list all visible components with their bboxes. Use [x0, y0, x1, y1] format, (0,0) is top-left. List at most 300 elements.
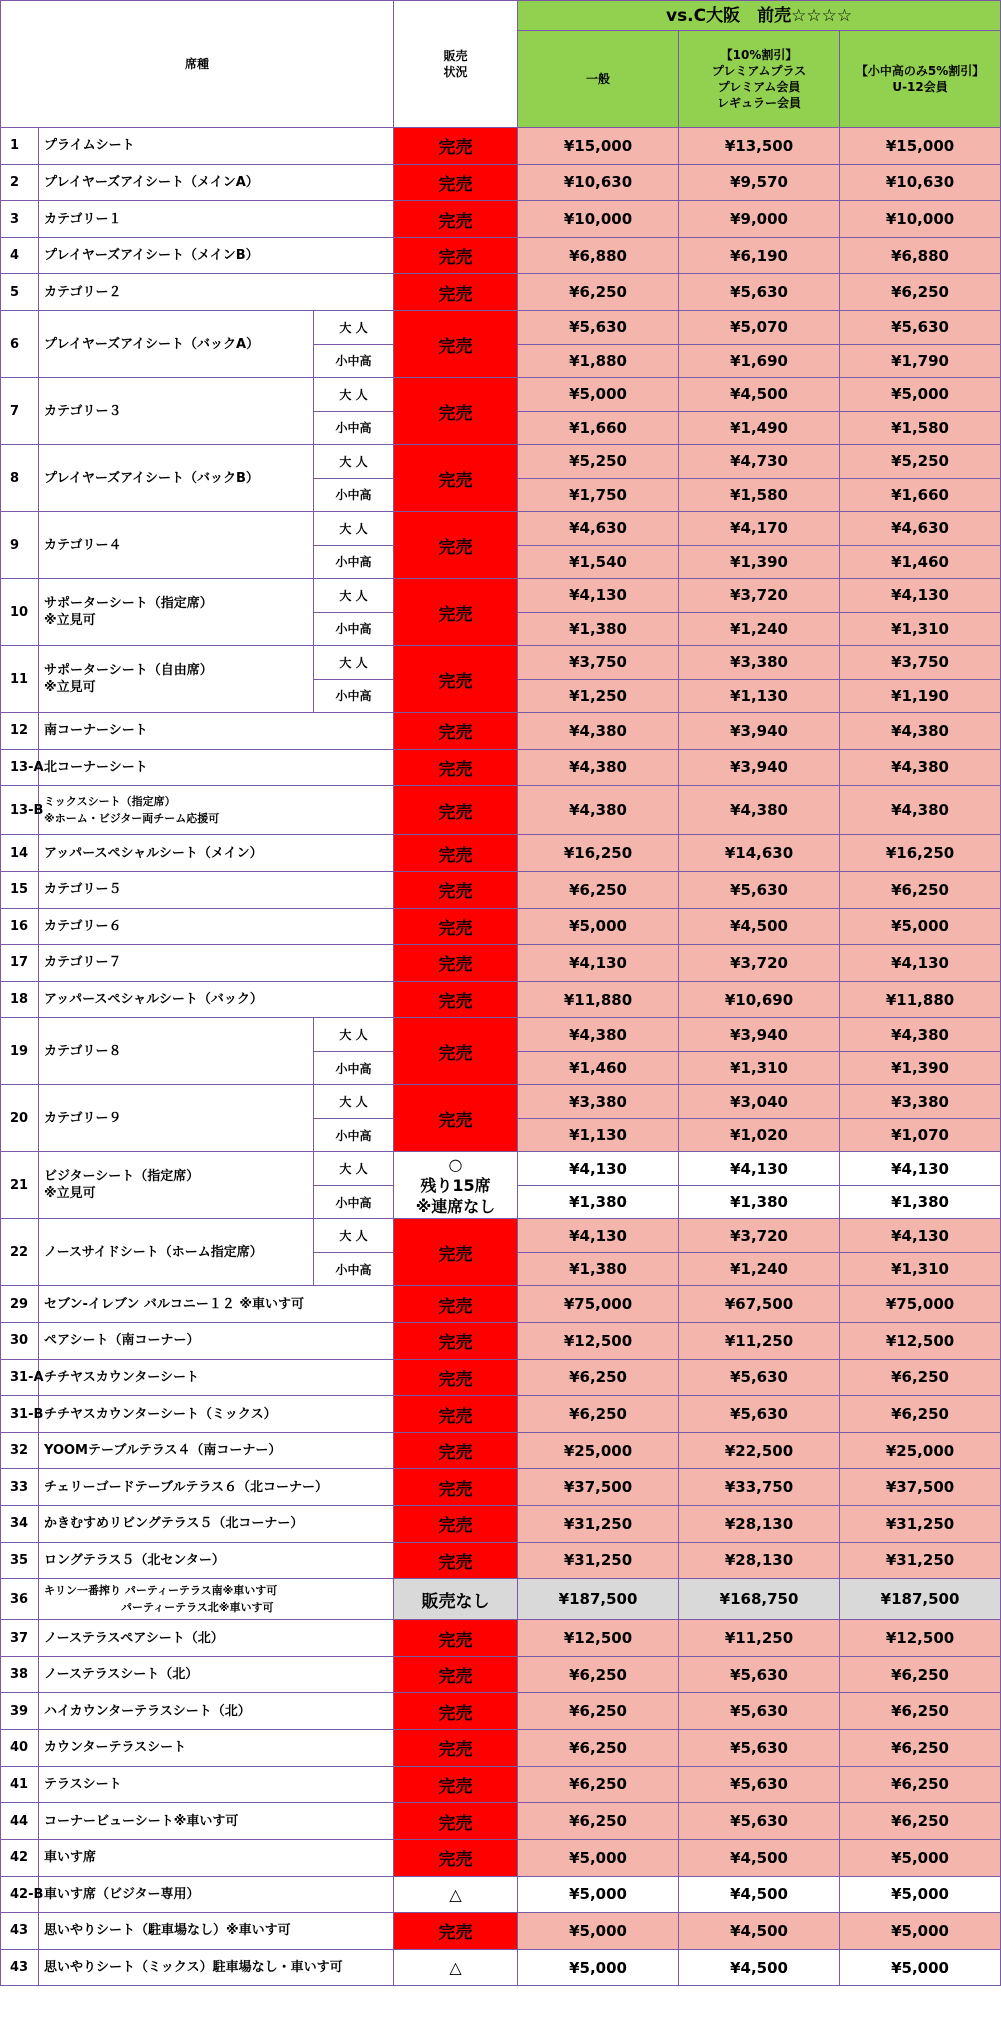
sales-status: 完売	[394, 1085, 518, 1152]
seat-number: 13-A	[1, 749, 39, 786]
seat-name: ハイカウンターテラスシート（北）	[39, 1693, 394, 1730]
price-cell: ¥11,880	[518, 981, 679, 1018]
sales-status: 完売	[394, 1469, 518, 1506]
table-row	[1, 237, 1001, 274]
table-row	[1, 1085, 1001, 1119]
price-cell: ¥1,130	[679, 679, 840, 713]
price-cell: ¥4,500	[679, 1876, 840, 1913]
price-cell: ¥3,720	[679, 1219, 840, 1253]
seat-name: YOOMテーブルテラス４（南コーナー）	[39, 1432, 394, 1469]
price-cell: ¥1,250	[518, 679, 679, 713]
price-cell: ¥1,070	[840, 1118, 1001, 1152]
table-row	[1, 1766, 1001, 1803]
ticket-category-label: 大 人	[314, 512, 394, 546]
price-cell: ¥6,250	[518, 1766, 679, 1803]
price-cell: ¥5,630	[679, 274, 840, 311]
ticket-category-label: 大 人	[314, 579, 394, 613]
sales-status: 完売	[394, 981, 518, 1018]
table-row	[1, 646, 1001, 680]
seat-number: 9	[1, 512, 39, 579]
seat-name: アッパースペシャルシート（バック）	[39, 981, 394, 1018]
price-cell: ¥1,790	[840, 344, 1001, 378]
seat-number: 35	[1, 1542, 39, 1579]
ticket-category-label: 大 人	[314, 1018, 394, 1052]
table-row	[1, 1949, 1001, 1986]
seat-number: 29	[1, 1286, 39, 1323]
price-cell: ¥1,580	[840, 411, 1001, 445]
price-cell: ¥22,500	[679, 1432, 840, 1469]
table-row	[1, 1579, 1001, 1620]
seat-name: ミックスシート（指定席） ※ホーム・ビジター両チーム応援可	[39, 786, 394, 835]
seat-name: プレイヤーズアイシート（メインB）	[39, 237, 394, 274]
ticket-category-label: 大 人	[314, 445, 394, 479]
price-cell: ¥1,460	[840, 545, 1001, 579]
table-row	[1, 445, 1001, 479]
table-row	[1, 1839, 1001, 1876]
price-cell: ¥1,380	[518, 1185, 679, 1219]
price-cell: ¥6,250	[840, 871, 1001, 908]
price-cell: ¥5,070	[679, 311, 840, 345]
ticket-category-label: 小中高	[314, 411, 394, 445]
seat-number: 31-A	[1, 1359, 39, 1396]
table-row	[1, 1152, 1001, 1186]
price-cell: ¥4,380	[840, 786, 1001, 835]
price-cell: ¥15,000	[518, 128, 679, 165]
seat-number: 39	[1, 1693, 39, 1730]
price-cell: ¥4,380	[518, 1018, 679, 1052]
price-cell: ¥13,500	[679, 128, 840, 165]
table-row	[1, 981, 1001, 1018]
seat-number: 32	[1, 1432, 39, 1469]
seat-name: 車いす席	[39, 1839, 394, 1876]
price-cell: ¥6,250	[518, 871, 679, 908]
table-row	[1, 1359, 1001, 1396]
price-cell: ¥9,570	[679, 164, 840, 201]
sales-status: 完売	[394, 201, 518, 238]
table-row	[1, 945, 1001, 982]
seat-name: プレイヤーズアイシート（バックB）	[39, 445, 314, 512]
price-cell: ¥10,690	[679, 981, 840, 1018]
seat-number: 11	[1, 646, 39, 713]
sales-status: 完売	[394, 749, 518, 786]
ticket-category-label: 小中高	[314, 679, 394, 713]
price-cell: ¥1,660	[518, 411, 679, 445]
seat-name: テラスシート	[39, 1766, 394, 1803]
seat-type-header: 席種	[1, 1, 394, 128]
price-cell: ¥37,500	[840, 1469, 1001, 1506]
price-cell: ¥5,000	[840, 1839, 1001, 1876]
sales-status: 完売	[394, 646, 518, 713]
seat-name: コーナービューシート※車いす可	[39, 1803, 394, 1840]
seat-number: 8	[1, 445, 39, 512]
seat-number: 42	[1, 1839, 39, 1876]
table-row	[1, 1469, 1001, 1506]
status-header	[394, 1, 518, 128]
price-cell: ¥3,940	[679, 1018, 840, 1052]
table-row	[1, 871, 1001, 908]
price-cell: ¥6,250	[518, 1396, 679, 1433]
seat-name: チチヤスカウンターシート（ミックス）	[39, 1396, 394, 1433]
sales-status: 完売	[394, 786, 518, 835]
price-cell: ¥10,000	[518, 201, 679, 238]
price-cell: ¥4,500	[679, 1913, 840, 1950]
seat-number: 33	[1, 1469, 39, 1506]
price-cell: ¥1,750	[518, 478, 679, 512]
sales-status: 完売	[394, 1542, 518, 1579]
price-cell: ¥4,630	[518, 512, 679, 546]
sales-status: 完売	[394, 237, 518, 274]
price-cell: ¥4,130	[840, 1219, 1001, 1253]
price-cell: ¥1,380	[840, 1185, 1001, 1219]
price-cell: ¥6,250	[840, 1766, 1001, 1803]
price-cell: ¥6,250	[840, 1730, 1001, 1767]
price-cell: ¥12,500	[518, 1620, 679, 1657]
seat-name: プレイヤーズアイシート（バックA）	[39, 311, 314, 378]
price-cell: ¥6,250	[518, 274, 679, 311]
price-cell: ¥4,130	[518, 945, 679, 982]
price-cell: ¥5,000	[840, 1913, 1001, 1950]
price-cell: ¥5,630	[518, 311, 679, 345]
seat-number: 40	[1, 1730, 39, 1767]
col-premium-header: 【10%割引】 プレミアムプラス プレミアム会員 レギュラー会員	[679, 31, 840, 128]
price-cell: ¥5,000	[518, 1876, 679, 1913]
seat-number: 7	[1, 378, 39, 445]
sales-status: 完売	[394, 1359, 518, 1396]
seat-name: カテゴリー４	[39, 512, 314, 579]
sales-status: 完売	[394, 1839, 518, 1876]
price-cell: ¥6,250	[518, 1693, 679, 1730]
price-cell: ¥4,380	[518, 713, 679, 750]
price-cell: ¥6,250	[840, 1803, 1001, 1840]
price-cell: ¥6,250	[518, 1359, 679, 1396]
price-cell: ¥5,630	[679, 1730, 840, 1767]
seat-number: 10	[1, 579, 39, 646]
sales-status: 完売	[394, 164, 518, 201]
seat-number: 41	[1, 1766, 39, 1803]
price-cell: ¥168,750	[679, 1579, 840, 1620]
price-cell: ¥9,000	[679, 201, 840, 238]
table-row	[1, 128, 1001, 165]
price-cell: ¥28,130	[679, 1506, 840, 1543]
price-cell: ¥10,630	[840, 164, 1001, 201]
price-cell: ¥4,130	[518, 1219, 679, 1253]
sales-status: 完売	[394, 1803, 518, 1840]
sales-status: 完売	[394, 311, 518, 378]
sales-status: 完売	[394, 1693, 518, 1730]
sales-status: 完売	[394, 871, 518, 908]
price-cell: ¥1,310	[679, 1051, 840, 1085]
price-cell: ¥5,630	[679, 1396, 840, 1433]
ticket-category-label: 大 人	[314, 1085, 394, 1119]
sales-status: 完売	[394, 908, 518, 945]
price-cell: ¥25,000	[840, 1432, 1001, 1469]
seat-name: 南コーナーシート	[39, 713, 394, 750]
price-cell: ¥5,000	[518, 908, 679, 945]
price-cell: ¥4,500	[679, 908, 840, 945]
price-cell: ¥4,630	[840, 512, 1001, 546]
table-row	[1, 579, 1001, 613]
sales-status: 完売	[394, 1396, 518, 1433]
price-cell: ¥5,630	[679, 1766, 840, 1803]
seat-name: カテゴリー８	[39, 1018, 314, 1085]
table-row	[1, 1322, 1001, 1359]
price-cell: ¥6,190	[679, 237, 840, 274]
table-row	[1, 201, 1001, 238]
ticket-category-label: 大 人	[314, 1219, 394, 1253]
sales-status: 販売なし	[394, 1579, 518, 1620]
ticket-category-label: 大 人	[314, 311, 394, 345]
price-cell: ¥4,380	[518, 749, 679, 786]
price-cell: ¥31,250	[518, 1542, 679, 1579]
seat-number: 5	[1, 274, 39, 311]
ticket-category-label: 小中高	[314, 545, 394, 579]
seat-number: 43	[1, 1913, 39, 1950]
price-cell: ¥11,250	[679, 1620, 840, 1657]
seat-number: 3	[1, 201, 39, 238]
price-cell: ¥5,630	[679, 1693, 840, 1730]
sales-status: △	[394, 1949, 518, 1986]
price-cell: ¥11,880	[840, 981, 1001, 1018]
price-cell: ¥5,000	[518, 1913, 679, 1950]
sales-status: 完売	[394, 1766, 518, 1803]
table-row	[1, 1803, 1001, 1840]
ticket-category-label: 小中高	[314, 478, 394, 512]
seat-name: カテゴリー７	[39, 945, 394, 982]
table-row	[1, 1693, 1001, 1730]
seat-number: 6	[1, 311, 39, 378]
price-cell: ¥5,000	[518, 1949, 679, 1986]
seat-name: カテゴリー６	[39, 908, 394, 945]
ticket-category-label: 小中高	[314, 612, 394, 646]
price-cell: ¥5,000	[518, 378, 679, 412]
sales-status: 完売	[394, 1730, 518, 1767]
price-cell: ¥16,250	[840, 835, 1001, 872]
seat-number: 20	[1, 1085, 39, 1152]
seat-name: ロングテラス５（北センター）	[39, 1542, 394, 1579]
price-cell: ¥1,460	[518, 1051, 679, 1085]
price-cell: ¥1,580	[679, 478, 840, 512]
seat-number: 43	[1, 1949, 39, 1986]
seat-name: キリン一番搾り パーティーテラス南※車いす可 パーティーテラス北※車いす可	[39, 1579, 394, 1620]
price-cell: ¥6,250	[518, 1730, 679, 1767]
price-cell: ¥6,880	[518, 237, 679, 274]
status-header-line2: 状況	[443, 65, 468, 79]
price-cell: ¥3,040	[679, 1085, 840, 1119]
price-cell: ¥1,880	[518, 344, 679, 378]
price-cell: ¥187,500	[840, 1579, 1001, 1620]
price-cell: ¥4,500	[679, 378, 840, 412]
seat-number: 34	[1, 1506, 39, 1543]
price-cell: ¥6,250	[840, 1359, 1001, 1396]
table-row	[1, 713, 1001, 750]
price-cell: ¥12,500	[840, 1620, 1001, 1657]
ticket-category-label: 大 人	[314, 1152, 394, 1186]
price-cell: ¥6,250	[840, 274, 1001, 311]
table-row	[1, 164, 1001, 201]
seat-name: ペアシート（南コーナー）	[39, 1322, 394, 1359]
sales-status: 完売	[394, 128, 518, 165]
price-cell: ¥31,250	[840, 1506, 1001, 1543]
table-row	[1, 1219, 1001, 1253]
seat-name: ノーステラスペアシート（北）	[39, 1620, 394, 1657]
sales-status: △	[394, 1876, 518, 1913]
seat-number: 2	[1, 164, 39, 201]
table-row	[1, 835, 1001, 872]
seat-name: アッパースペシャルシート（メイン）	[39, 835, 394, 872]
price-cell: ¥4,130	[840, 579, 1001, 613]
seat-name: カテゴリー３	[39, 378, 314, 445]
seat-number: 21	[1, 1152, 39, 1219]
seat-number: 15	[1, 871, 39, 908]
price-cell: ¥1,390	[840, 1051, 1001, 1085]
seat-number: 36	[1, 1579, 39, 1620]
seat-name: ノースサイドシート（ホーム指定席）	[39, 1219, 314, 1286]
seat-name: 車いす席（ビジター専用）	[39, 1876, 394, 1913]
seat-name: かきむすめリビングテラス５（北コーナー）	[39, 1506, 394, 1543]
table-row	[1, 512, 1001, 546]
price-cell: ¥1,130	[518, 1118, 679, 1152]
seat-number: 18	[1, 981, 39, 1018]
event-title: vs.C大阪 前売☆☆☆☆	[518, 1, 1001, 31]
price-cell: ¥1,190	[840, 679, 1001, 713]
seat-name: ビジターシート（指定席） ※立見可	[39, 1152, 314, 1219]
sales-status: 完売	[394, 1018, 518, 1085]
price-cell: ¥31,250	[840, 1542, 1001, 1579]
price-cell: ¥1,660	[840, 478, 1001, 512]
seat-name: カテゴリー９	[39, 1085, 314, 1152]
sales-status: 完売	[394, 1913, 518, 1950]
price-cell: ¥12,500	[518, 1322, 679, 1359]
seat-name: ノーステラスシート（北）	[39, 1656, 394, 1693]
sales-status: 完売	[394, 1620, 518, 1657]
sales-status: 完売	[394, 1286, 518, 1323]
price-cell: ¥5,630	[679, 1359, 840, 1396]
seat-number: 12	[1, 713, 39, 750]
table-row	[1, 908, 1001, 945]
table-row	[1, 1620, 1001, 1657]
table-row	[1, 786, 1001, 835]
price-cell: ¥4,500	[679, 1949, 840, 1986]
price-cell: ¥3,940	[679, 749, 840, 786]
price-cell: ¥4,130	[840, 945, 1001, 982]
table-row	[1, 1656, 1001, 1693]
price-cell: ¥3,380	[518, 1085, 679, 1119]
table-row	[1, 1396, 1001, 1433]
price-cell: ¥67,500	[679, 1286, 840, 1323]
ticket-category-label: 小中高	[314, 1252, 394, 1286]
seat-name: カテゴリー５	[39, 871, 394, 908]
price-cell: ¥14,630	[679, 835, 840, 872]
price-cell: ¥3,380	[679, 646, 840, 680]
price-cell: ¥4,380	[840, 1018, 1001, 1052]
price-cell: ¥1,390	[679, 545, 840, 579]
table-row	[1, 749, 1001, 786]
price-cell: ¥10,630	[518, 164, 679, 201]
price-cell: ¥1,380	[679, 1185, 840, 1219]
price-cell: ¥4,380	[840, 713, 1001, 750]
seat-number: 42-B	[1, 1876, 39, 1913]
price-cell: ¥4,730	[679, 445, 840, 479]
price-cell: ¥5,630	[679, 1803, 840, 1840]
price-cell: ¥10,000	[840, 201, 1001, 238]
seat-name: カテゴリー１	[39, 201, 394, 238]
ticket-category-label: 大 人	[314, 646, 394, 680]
sales-status: 完売	[394, 1322, 518, 1359]
sales-status: 完売	[394, 378, 518, 445]
table-row	[1, 1432, 1001, 1469]
price-cell: ¥5,000	[840, 1876, 1001, 1913]
seat-number: 38	[1, 1656, 39, 1693]
price-cell: ¥37,500	[518, 1469, 679, 1506]
price-cell: ¥6,880	[840, 237, 1001, 274]
price-cell: ¥5,000	[840, 378, 1001, 412]
price-cell: ¥5,630	[679, 1656, 840, 1693]
table-row	[1, 274, 1001, 311]
seat-number: 22	[1, 1219, 39, 1286]
price-cell: ¥75,000	[840, 1286, 1001, 1323]
price-cell: ¥3,720	[679, 945, 840, 982]
seat-number: 13-B	[1, 786, 39, 835]
sales-status: 完売	[394, 1506, 518, 1543]
price-cell: ¥5,630	[840, 311, 1001, 345]
price-cell: ¥15,000	[840, 128, 1001, 165]
price-cell: ¥5,630	[679, 871, 840, 908]
seat-number: 16	[1, 908, 39, 945]
price-cell: ¥4,380	[518, 786, 679, 835]
price-cell: ¥4,500	[679, 1839, 840, 1876]
price-cell: ¥5,000	[840, 1949, 1001, 1986]
sales-status: 完売	[394, 445, 518, 512]
col-general-header: 一般	[518, 31, 679, 128]
seat-number: 4	[1, 237, 39, 274]
seat-name: チチヤスカウンターシート	[39, 1359, 394, 1396]
ticket-category-label: 小中高	[314, 1051, 394, 1085]
price-cell: ¥3,750	[518, 646, 679, 680]
col-junior-header: 【小中高のみ5%割引】 U-12会員	[840, 31, 1001, 128]
price-cell: ¥6,250	[840, 1693, 1001, 1730]
price-cell: ¥28,130	[679, 1542, 840, 1579]
seat-name: 北コーナーシート	[39, 749, 394, 786]
seat-number: 37	[1, 1620, 39, 1657]
seat-name: 思いやりシート（ミックス）駐車場なし・車いす可	[39, 1949, 394, 1986]
price-cell: ¥3,750	[840, 646, 1001, 680]
price-cell: ¥33,750	[679, 1469, 840, 1506]
price-cell: ¥11,250	[679, 1322, 840, 1359]
sales-status: ○ 残り15席 ※連席なし	[394, 1152, 518, 1219]
price-cell: ¥4,380	[679, 786, 840, 835]
price-cell: ¥5,250	[518, 445, 679, 479]
table-row	[1, 311, 1001, 345]
price-cell: ¥1,240	[679, 1252, 840, 1286]
price-cell: ¥6,250	[518, 1656, 679, 1693]
seat-name: チェリーゴードテーブルテラス６（北コーナー）	[39, 1469, 394, 1506]
status-header-line1: 販売	[443, 49, 468, 63]
seat-number: 31-B	[1, 1396, 39, 1433]
price-cell: ¥1,310	[840, 612, 1001, 646]
sales-status: 完売	[394, 945, 518, 982]
seat-number: 19	[1, 1018, 39, 1085]
table-row	[1, 1018, 1001, 1052]
ticket-category-label: 小中高	[314, 344, 394, 378]
price-cell: ¥6,250	[840, 1396, 1001, 1433]
price-cell: ¥187,500	[518, 1579, 679, 1620]
price-cell: ¥5,000	[518, 1839, 679, 1876]
seat-number: 44	[1, 1803, 39, 1840]
price-cell: ¥1,310	[840, 1252, 1001, 1286]
seat-name: 思いやりシート（駐車場なし）※車いす可	[39, 1913, 394, 1950]
price-cell: ¥1,540	[518, 545, 679, 579]
price-cell: ¥4,130	[840, 1152, 1001, 1186]
